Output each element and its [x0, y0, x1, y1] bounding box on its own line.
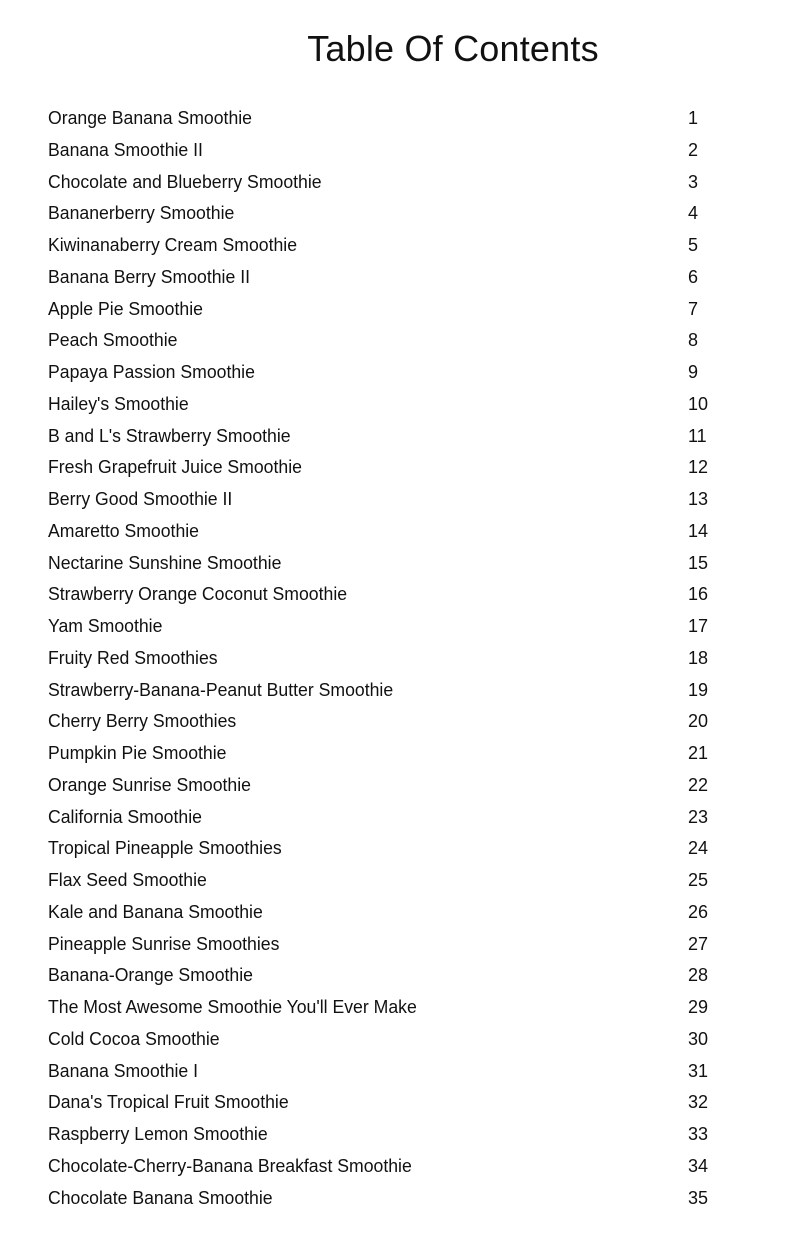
toc-entry-page-number: 33	[688, 1124, 709, 1144]
toc-entry-page-number: 6	[688, 266, 699, 287]
toc-entry-title: Raspberry Lemon Smoothie	[48, 1124, 268, 1144]
toc-entry-title: B and L's Strawberry Smoothie	[48, 425, 291, 446]
toc-entry-page-number: 3	[688, 171, 699, 192]
toc-entry-page-number: 32	[688, 1092, 709, 1113]
toc-entry-title: Banana Smoothie I	[48, 1060, 199, 1081]
toc-entry-page-number: 11	[688, 425, 707, 446]
toc-entry-title: Pumpkin Pie Smoothie	[48, 743, 227, 763]
toc-entry-title: Fresh Grapefruit Juice Smoothie	[48, 457, 302, 478]
toc-entry-page-number: 7	[688, 298, 699, 319]
toc-entry[interactable]	[48, 579, 728, 611]
toc-entry-title: Kale and Banana Smoothie	[48, 901, 263, 922]
toc-entry-page-number: 9	[688, 362, 699, 382]
toc-entry-title: Fruity Red Smoothies	[48, 647, 218, 668]
toc-entry-page-number: 29	[688, 997, 709, 1017]
toc-entry-page-number: 28	[688, 965, 709, 986]
toc-entry-title: Chocolate Banana Smoothie	[48, 1187, 273, 1208]
toc-entry-title: Strawberry-Banana-Peanut Butter Smoothie	[48, 679, 394, 700]
toc-entry[interactable]	[48, 167, 728, 199]
toc-entry[interactable]	[48, 325, 728, 357]
toc-entry-title: Strawberry Orange Coconut Smoothie	[48, 584, 348, 605]
toc-entry-page-number: 8	[688, 330, 699, 351]
toc-entry-page-number: 34	[688, 1155, 709, 1176]
toc-entry[interactable]	[48, 929, 728, 961]
toc-entry[interactable]	[48, 452, 728, 484]
toc-entry-page-number: 17	[688, 616, 709, 636]
toc-entry-page-number: 27	[688, 933, 709, 954]
toc-entry[interactable]	[48, 1151, 728, 1183]
toc-entry[interactable]	[48, 833, 728, 865]
toc-entry-title: Flax Seed Smoothie	[48, 870, 207, 890]
toc-entry[interactable]	[48, 1087, 728, 1119]
toc-entry-page-number: 35	[688, 1187, 709, 1208]
toc-entry-title: Berry Good Smoothie II	[48, 489, 233, 509]
toc-entry-title: Pineapple Sunrise Smoothies	[48, 933, 280, 954]
toc-entry[interactable]	[48, 357, 728, 389]
toc-entry[interactable]	[48, 548, 728, 580]
toc-entry-page-number: 20	[688, 711, 709, 732]
toc-entry[interactable]	[48, 675, 728, 707]
table-of-contents	[48, 103, 728, 1214]
toc-entry[interactable]	[48, 1024, 728, 1056]
toc-entry[interactable]	[48, 484, 728, 516]
toc-entry-title: Cherry Berry Smoothies	[48, 711, 237, 732]
toc-entry-title: Banana-Orange Smoothie	[48, 965, 253, 986]
toc-entry[interactable]	[48, 611, 728, 643]
toc-entry-page-number: 5	[688, 235, 699, 255]
toc-entry-title: Banana Berry Smoothie II	[48, 266, 251, 287]
toc-entry-page-number: 31	[688, 1060, 709, 1081]
toc-entry[interactable]	[48, 516, 728, 548]
toc-entry-title: Dana's Tropical Fruit Smoothie	[48, 1092, 289, 1113]
toc-entry-page-number: 10	[688, 393, 709, 414]
toc-entry-page-number: 19	[688, 679, 709, 700]
toc-entry-title: The Most Awesome Smoothie You'll Ever Make	[48, 997, 417, 1017]
toc-entry[interactable]	[48, 643, 728, 675]
toc-entry[interactable]	[48, 262, 728, 294]
toc-entry-page-number: 22	[688, 774, 709, 795]
toc-entry[interactable]	[48, 135, 728, 167]
toc-entry[interactable]	[48, 706, 728, 738]
toc-entry-page-number: 21	[688, 743, 709, 763]
toc-entry[interactable]	[48, 770, 728, 802]
toc-entry[interactable]	[48, 865, 728, 897]
toc-entry-page-number: 12	[688, 457, 709, 478]
toc-entry-page-number: 1	[688, 108, 699, 128]
toc-entry-title: Chocolate and Blueberry Smoothie	[48, 171, 322, 192]
toc-entry[interactable]	[48, 1119, 728, 1151]
toc-entry-title: Cold Cocoa Smoothie	[48, 1028, 220, 1049]
toc-entry-page-number: 14	[688, 520, 709, 541]
toc-entry-title: Peach Smoothie	[48, 330, 178, 351]
toc-entry-page-number: 23	[688, 806, 709, 827]
toc-entry-title: Yam Smoothie	[48, 616, 163, 636]
toc-entry[interactable]	[48, 1056, 728, 1088]
toc-entry[interactable]	[48, 802, 728, 834]
toc-entry[interactable]	[48, 1183, 728, 1215]
toc-entry[interactable]	[48, 421, 728, 453]
toc-entry-page-number: 4	[688, 203, 699, 224]
toc-entry[interactable]	[48, 230, 728, 262]
toc-entry-title: Orange Sunrise Smoothie	[48, 774, 251, 795]
toc-entry-page-number: 16	[688, 584, 709, 605]
toc-entry[interactable]	[48, 738, 728, 770]
toc-entry-page-number: 2	[688, 139, 699, 160]
toc-entry-title: Nectarine Sunshine Smoothie	[48, 552, 282, 573]
toc-entry[interactable]	[48, 103, 728, 135]
toc-entry[interactable]	[48, 198, 728, 230]
page-title: Table Of Contents	[307, 28, 599, 69]
toc-entry-page-number: 13	[688, 489, 709, 509]
toc-entry-page-number: 30	[688, 1028, 709, 1049]
toc-entry[interactable]	[48, 960, 728, 992]
toc-entry-title: Hailey's Smoothie	[48, 393, 189, 414]
toc-entry-title: Papaya Passion Smoothie	[48, 362, 255, 382]
toc-entry[interactable]	[48, 389, 728, 421]
toc-entry[interactable]	[48, 992, 728, 1024]
toc-entry-page-number: 15	[688, 552, 709, 573]
toc-entry-title: Kiwinanaberry Cream Smoothie	[48, 235, 298, 255]
toc-entry-page-number: 26	[688, 901, 709, 922]
toc-entry-title: Bananerberry Smoothie	[48, 203, 235, 224]
toc-entry-title: Orange Banana Smoothie	[48, 108, 252, 128]
toc-entry[interactable]	[48, 897, 728, 929]
toc-entry-title: Amaretto Smoothie	[48, 520, 199, 541]
toc-entry-title: Chocolate-Cherry-Banana Breakfast Smoothie	[48, 1155, 412, 1176]
toc-entry-title: California Smoothie	[48, 806, 202, 827]
toc-entry-page-number: 24	[688, 838, 709, 859]
toc-entry-title: Banana Smoothie II	[48, 139, 203, 160]
toc-entry-title: Tropical Pineapple Smoothies	[48, 838, 282, 859]
toc-entry[interactable]	[48, 294, 728, 326]
toc-entry-page-number: 25	[688, 870, 709, 890]
toc-entry-title: Apple Pie Smoothie	[48, 298, 203, 319]
toc-entry-page-number: 18	[688, 647, 709, 668]
